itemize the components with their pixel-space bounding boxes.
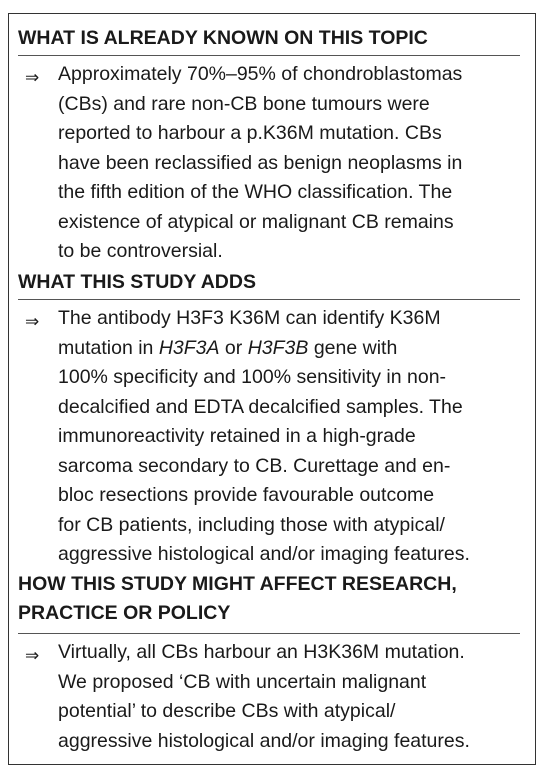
section-rule: [18, 299, 520, 300]
section-heading-adds: WHAT THIS STUDY ADDS: [18, 271, 256, 293]
text-line: (CBs) and rare non-CB bone tumours were: [58, 92, 430, 115]
text-line: We proposed ‘CB with uncertain malignant: [58, 670, 427, 693]
arrow-icon: ⇒: [25, 646, 40, 665]
gene-name: H3F3B: [247, 336, 309, 359]
text-line: immunoreactivity retained in a high-grade: [58, 425, 416, 447]
text-fragment: gene with: [308, 336, 398, 359]
text-line: aggressive histological and/or imaging features.: [58, 543, 470, 565]
text-fragment: or: [219, 336, 248, 359]
text-line: decalcified and EDTA decalcified samples. The: [58, 395, 463, 418]
text-fragment: mutation in: [58, 336, 159, 359]
text-line: for CB patients, including those with atypical/: [58, 513, 445, 536]
text-line: potential’ to describe CBs with atypical/: [58, 700, 396, 722]
text-line: reported to harbour a p.K36M mutation. CBs: [58, 122, 442, 144]
section-heading-known: WHAT IS ALREADY KNOWN ON THIS TOPIC: [18, 27, 428, 49]
section-text-adds: [58, 304, 528, 570]
section-rule: [18, 633, 520, 634]
text-line: Virtually, all CBs harbour an H3K36M mutation.: [58, 641, 465, 663]
text-line: aggressive histological and/or imaging features.: [58, 729, 470, 752]
text-line: The antibody H3F3 K36M can identify K36M: [58, 307, 441, 329]
text-line: the fifth edition of the WHO classification. The: [58, 181, 453, 203]
text-line: [58, 334, 528, 364]
text-line: to be controversial.: [58, 240, 223, 262]
section-text-known: [58, 60, 528, 267]
text-line: have been reclassified as benign neoplasms in: [58, 151, 463, 174]
text-line: 100% specificity and 100% sensitivity in non-: [58, 366, 447, 388]
text-line: Approximately 70%–95% of chondroblastomas: [58, 63, 463, 85]
section-rule: [18, 55, 520, 56]
section-heading-impact-cont: PRACTICE OR POLICY: [18, 602, 231, 624]
arrow-icon: ⇒: [25, 312, 40, 331]
text-line: bloc resections provide favourable outcome: [58, 484, 435, 506]
arrow-icon: ⇒: [25, 68, 40, 87]
text-line: existence of atypical or malignant CB remains: [58, 210, 454, 233]
gene-name: H3F3A: [158, 336, 220, 359]
text-line: sarcoma secondary to CB. Curettage and en-: [58, 454, 451, 477]
section-text-impact: [58, 638, 528, 756]
section-heading-impact: HOW THIS STUDY MIGHT AFFECT RESEARCH,: [18, 573, 457, 595]
